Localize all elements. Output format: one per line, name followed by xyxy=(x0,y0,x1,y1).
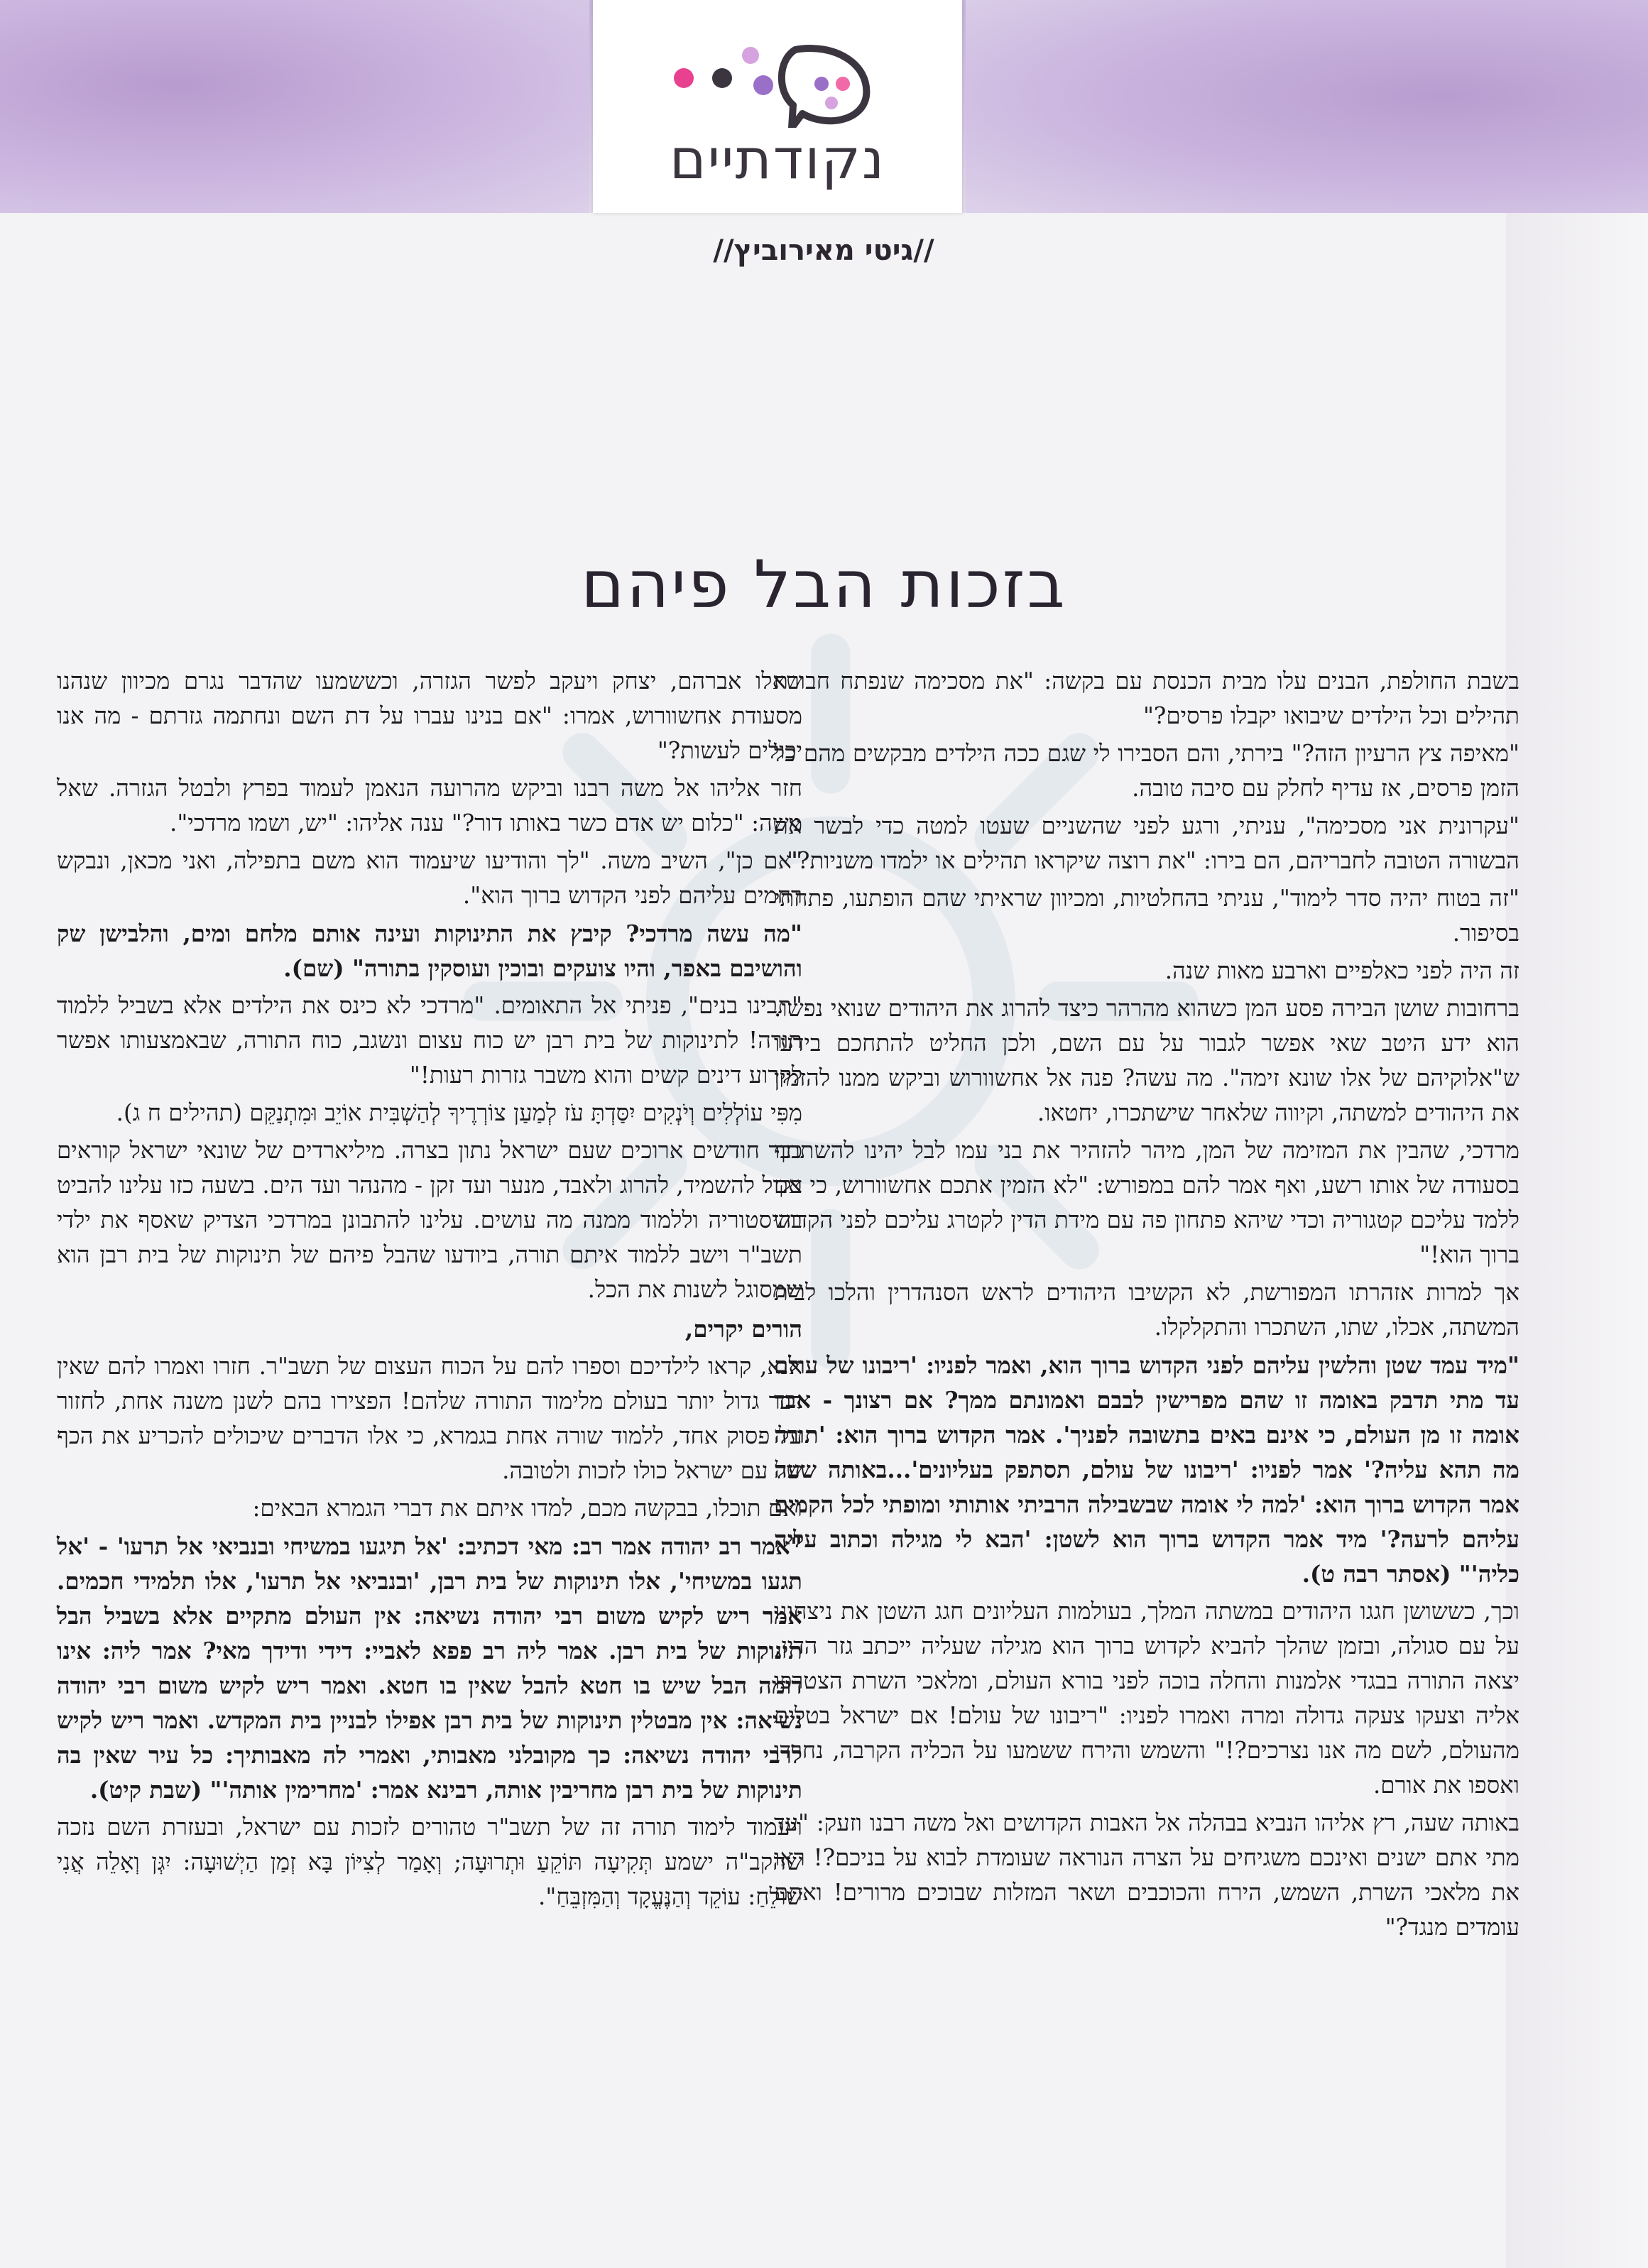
header-band-left-image xyxy=(0,0,589,213)
header-band-right-image xyxy=(966,0,1648,213)
paragraph: הורים יקרים, xyxy=(684,1315,802,1343)
paragraph: אנא, קראו לילדיכם וספרו להם על הכוח העצום של תשב"ר. חזרו ואמרו להם שאין דבר גדול יותר בעולם מלימוד התורה שלהם! הפצירו בהם לשנן משנה אחת, לחזור על פסוק אחד, ללמוד שורה אחת בגמרא, כי אלו הדברים שיכולים להכריע את הכף של עם ישראל כולו לזכות ולטובה. xyxy=(57,1353,802,1484)
paragraph: "אם כן", השיב משה. "לך והודיעו שיעמוד הוא משם בתפילה, ואני מכאן, ונבקש רחמים עליהם לפני הקדוש ברוך הוא". xyxy=(57,847,802,909)
paragraph: וכך, כששושן חגגו היהודים במשתה המלך, בעולמות העליונים חגג השטן את ניצחונו על עם סגולה, ובזמן שהלך להביא לקדוש ברוך הוא מגילה שעליה ייכתב גזר הדין, יצאה התורה בבגדי אלמנות והחלה בוכה לפני בורא העולם, ומלאכי השרת הצטרפו אליה וצעקו צעקה גדולה ומרה ואמרו לפניו: "ריבונו של עולם! אם ישראל בטלים מהעולם, לשם מה אנו נצרכים?!" והשמש והירח ששמעו על הכליה הקרבה, נחרדו ואספו את אורם. xyxy=(774,1598,1519,1799)
paragraph: "זה בטוח יהיה סדר לימוד", עניתי בהחלטיות, ומכיוון שראיתי שהם הופתעו, פתחתי בסיפור. xyxy=(774,885,1519,947)
paragraph: באותה שעה, רץ אליהו הנביא בבהלה אל האבות הקדושים ואל משה רבנו וזעק: "עד מתי אתם ישנים ואינכם משגיחים על הצרה הנוראה שעומדת לבוא על בניכם?! ראו את מלאכי השרת, השמש, הירח והכוכבים ושאר המזלות שבוכים מרורים! ואתם עומדים מנגד?" xyxy=(774,1809,1519,1941)
paragraph: ואם תוכלו, בבקשה מכם, למדו איתם את דברי הגמרא הבאים: xyxy=(252,1495,802,1522)
paragraph: חזר אליהו אל משה רבנו וביקש מהרועה הנאמן לעמוד בפרץ ולבטל הגזרה. שאל משה: "כלום יש אדם כשר באותו דור?" ענה אליהו: "יש, ושמו מרדכי". xyxy=(57,775,802,836)
paragraph: בשבת החולפת, הבנים עלו מבית הכנסת עם בקשה: "את מסכימה שנפתח חבורת תהילים וכל הילדים שיבואו יקבלו פרסים?" xyxy=(774,667,1519,729)
paragraph: אך למרות אזהרתו המפורשת, לא הקשיבו היהודים לראש הסנהדרין והלכו לבית המשתה, אכלו, שתו, השתכרו והתקלקלו. xyxy=(774,1279,1519,1341)
paragraph: "אמר רב יהודה אמר רב: מאי דכתיב: 'אל תיגעו במשיחי ובנביאי אל תרעו' - 'אל תגעו במשיחי', אלו תינוקות של בית רבן, 'ובנביאי אל תרעו', אלו תלמידי חכמים. אמר ריש לקיש משום רבי יהודה נשיאה: אין העולם מתקיים אלא בשביל הבל תינוקות של בית רבן. אמר ליה רב פפא לאביי: דידי ודידך מאי? אמר ליה: אינו דומה הבל שיש בו חטא להבל שאין בו חטא. ואמר ריש לקיש משום רבי יהודה נשיאה: אין מבטלין תינוקות של בית רבן אפילו לבניין בית המקדש. ואמר ריש לקיש לרבי יהודה נשיאה: כך מקובלני מאבותי, ואמרי לה מאבותיך: כל עיר שאין בה תינוקות של בית רבן מחריבין אותה, רבינא אמר: 'מחרימין אותה'" (שבת קיט). xyxy=(57,1532,802,1804)
paragraph: כבר חודשים ארוכים שעם ישראל נתון בצרה. מיליארדים של שונאי ישראל קוראים בקול להשמיד, להרוג ולאבד, מנער ועד זקן - מהנהר ועד הים. בשעה כזו עלינו להביט בהיסטוריה וללמוד ממנה מה עושים. עלינו להתבונן במרדכי הצדיק שאסף את ילדי תשב"ר וישב ללמוד איתם תורה, ביודעו שהבל פיהם של תינוקות של בית רבן הוא שמסוגל לשנות את הכל. xyxy=(57,1137,802,1303)
page-edge xyxy=(1506,0,1648,2268)
author-byline: //גיטי מאירוביץ// xyxy=(713,234,934,267)
paragraph: "תבינו בנים", פניתי אל התאומים. "מרדכי לא כינס את הילדים אלא בשביל ללמוד תורה! לתינוקות של בית רבן יש כוח עצום ונשגב, כוח התורה, שבאמצעותו אפשר לקרוע דינים קשים והוא משבר גזרות רעות!" xyxy=(57,992,802,1089)
paragraph: "מאיפה צץ הרעיון הזה?" בירתי, והם הסבירו לי שגם ככה הילדים מבקשים מהם כל הזמן פרסים, אז עדיף לחלק עם סיבה טובה. xyxy=(774,740,1519,802)
paragraph: זה היה לפני כאלפיים וארבע מאות שנה. xyxy=(1164,957,1519,984)
paragraph: שאלו אברהם, יצחק ויעקב לפשר הגזרה, וכששמעו שהדבר נגרם מכיוון שנהנו מסעודת אחשוורוש, אמרו: "אם בנינו עברו על דת השם ונחתמה גזרתם - מה אנו יכולים לעשות?" xyxy=(57,667,802,764)
article-column-right xyxy=(774,664,1519,1948)
logo-dots-icon xyxy=(657,28,898,128)
paragraph: "מה עשה מרדכי? קיבץ את התינוקות ועינה אותם מלחם ומים, והלבישן שק והושיבם באפר, והיו צועקים ובוכין ועוסקין בתורה" (שם). xyxy=(57,920,802,982)
article-title: בזכות הבל פיהם xyxy=(581,547,1067,623)
column-logo xyxy=(593,0,962,213)
header-band xyxy=(0,0,1648,213)
paragraph: ברחובות שושן הבירה פסע המן כשהוא מהרהר כיצד להרוג את היהודים שנואי נפשו. הוא ידע היטב שאי אפשר לגבור על עם השם, ולכן החליט להתחכם בידעו ש"אלוקיהם של אלו שונא זימה". מה עשה? פנה אל אחשוורוש וביקש ממנו להזמין את היהודים למשתה, וקיווה שלאחר שישתכרו, יחטאו. xyxy=(774,995,1519,1126)
column-name: נקודתיים xyxy=(669,128,886,192)
paragraph: "עקרונית אני מסכימה", עניתי, ורגע לפני שהשניים שעטו למטה כדי לבשר את הבשורה הטובה לחבריהם, הם בירו: "את רוצה שיקראו תהילים או ילמדו משניות?" xyxy=(774,812,1519,874)
paragraph: "מיד עמד שטן והלשין עליהם לפני הקדוש ברוך הוא, ואמר לפניו: 'ריבונו של עולם עד מתי תדבק באומה זו שהם מפרישין לבבם ואמונתם ממך? אם רצונך - אבד אומה זו מן העולם, כי אינם באים בתשובה לפניך'. אמר הקדוש ברוך הוא: 'תורה מה תהא עליה?' אמר לפניו: 'ריבונו של עולם, תסתפק בעליונים'...באותה שעה אמר הקדוש ברוך הוא: 'למה לי אומה שבשבילה הרביתי אותותי ומופתי לכל הקמים עליהם לרעה?' מיד אמר הקדוש ברוך הוא לשטן: 'הבא לי מגילה וכתוב עליה כליה'" (אסתר רבה ט). xyxy=(774,1351,1519,1588)
paragraph: מִפִּי עוֹלְלִים וְיֹנְקִים יִסַּדְתָּ עֹז לְמַעַן צוֹרְרֶיךָ לְהַשְׁבִּית אוֹיֵב וּמִתְנַקֵּם (תהילים ח ג). xyxy=(116,1099,802,1126)
article-column-left xyxy=(57,664,802,1917)
paragraph: ויעמוד לימוד תורה זה של תשב"ר טהורים לזכות עם ישראל, ובעזרת השם נזכה שהקב"ה ישמע תְּקִיעָה תּוֹקֵעַ וּתְרוּעָה; וְאָמַר לְצִיּוֹן בָּא זְמַן הַיְשׁוּעָה: יִגְּן וְאָלֵה אֲנִי שׁוֹלֵחַ: עוֹקֵד וְהַנֶּעֱקָד וְהַמִּזְבֵּחַ". xyxy=(57,1814,802,1910)
paragraph: מרדכי, שהבין את המזימה של המן, מיהר להזהיר את בני עמו לבל יהינו להשתתף בסעודה של אותו רשע, ואף אמר להם במפורש: "לא הזמין אתכם אחשוורוש, כי אם ללמד עליכם קטגוריה וכדי שיהא פתחון פה עם מידת הדין לקטרג עליכם לפני הקדוש ברוך הוא!" xyxy=(774,1137,1519,1268)
